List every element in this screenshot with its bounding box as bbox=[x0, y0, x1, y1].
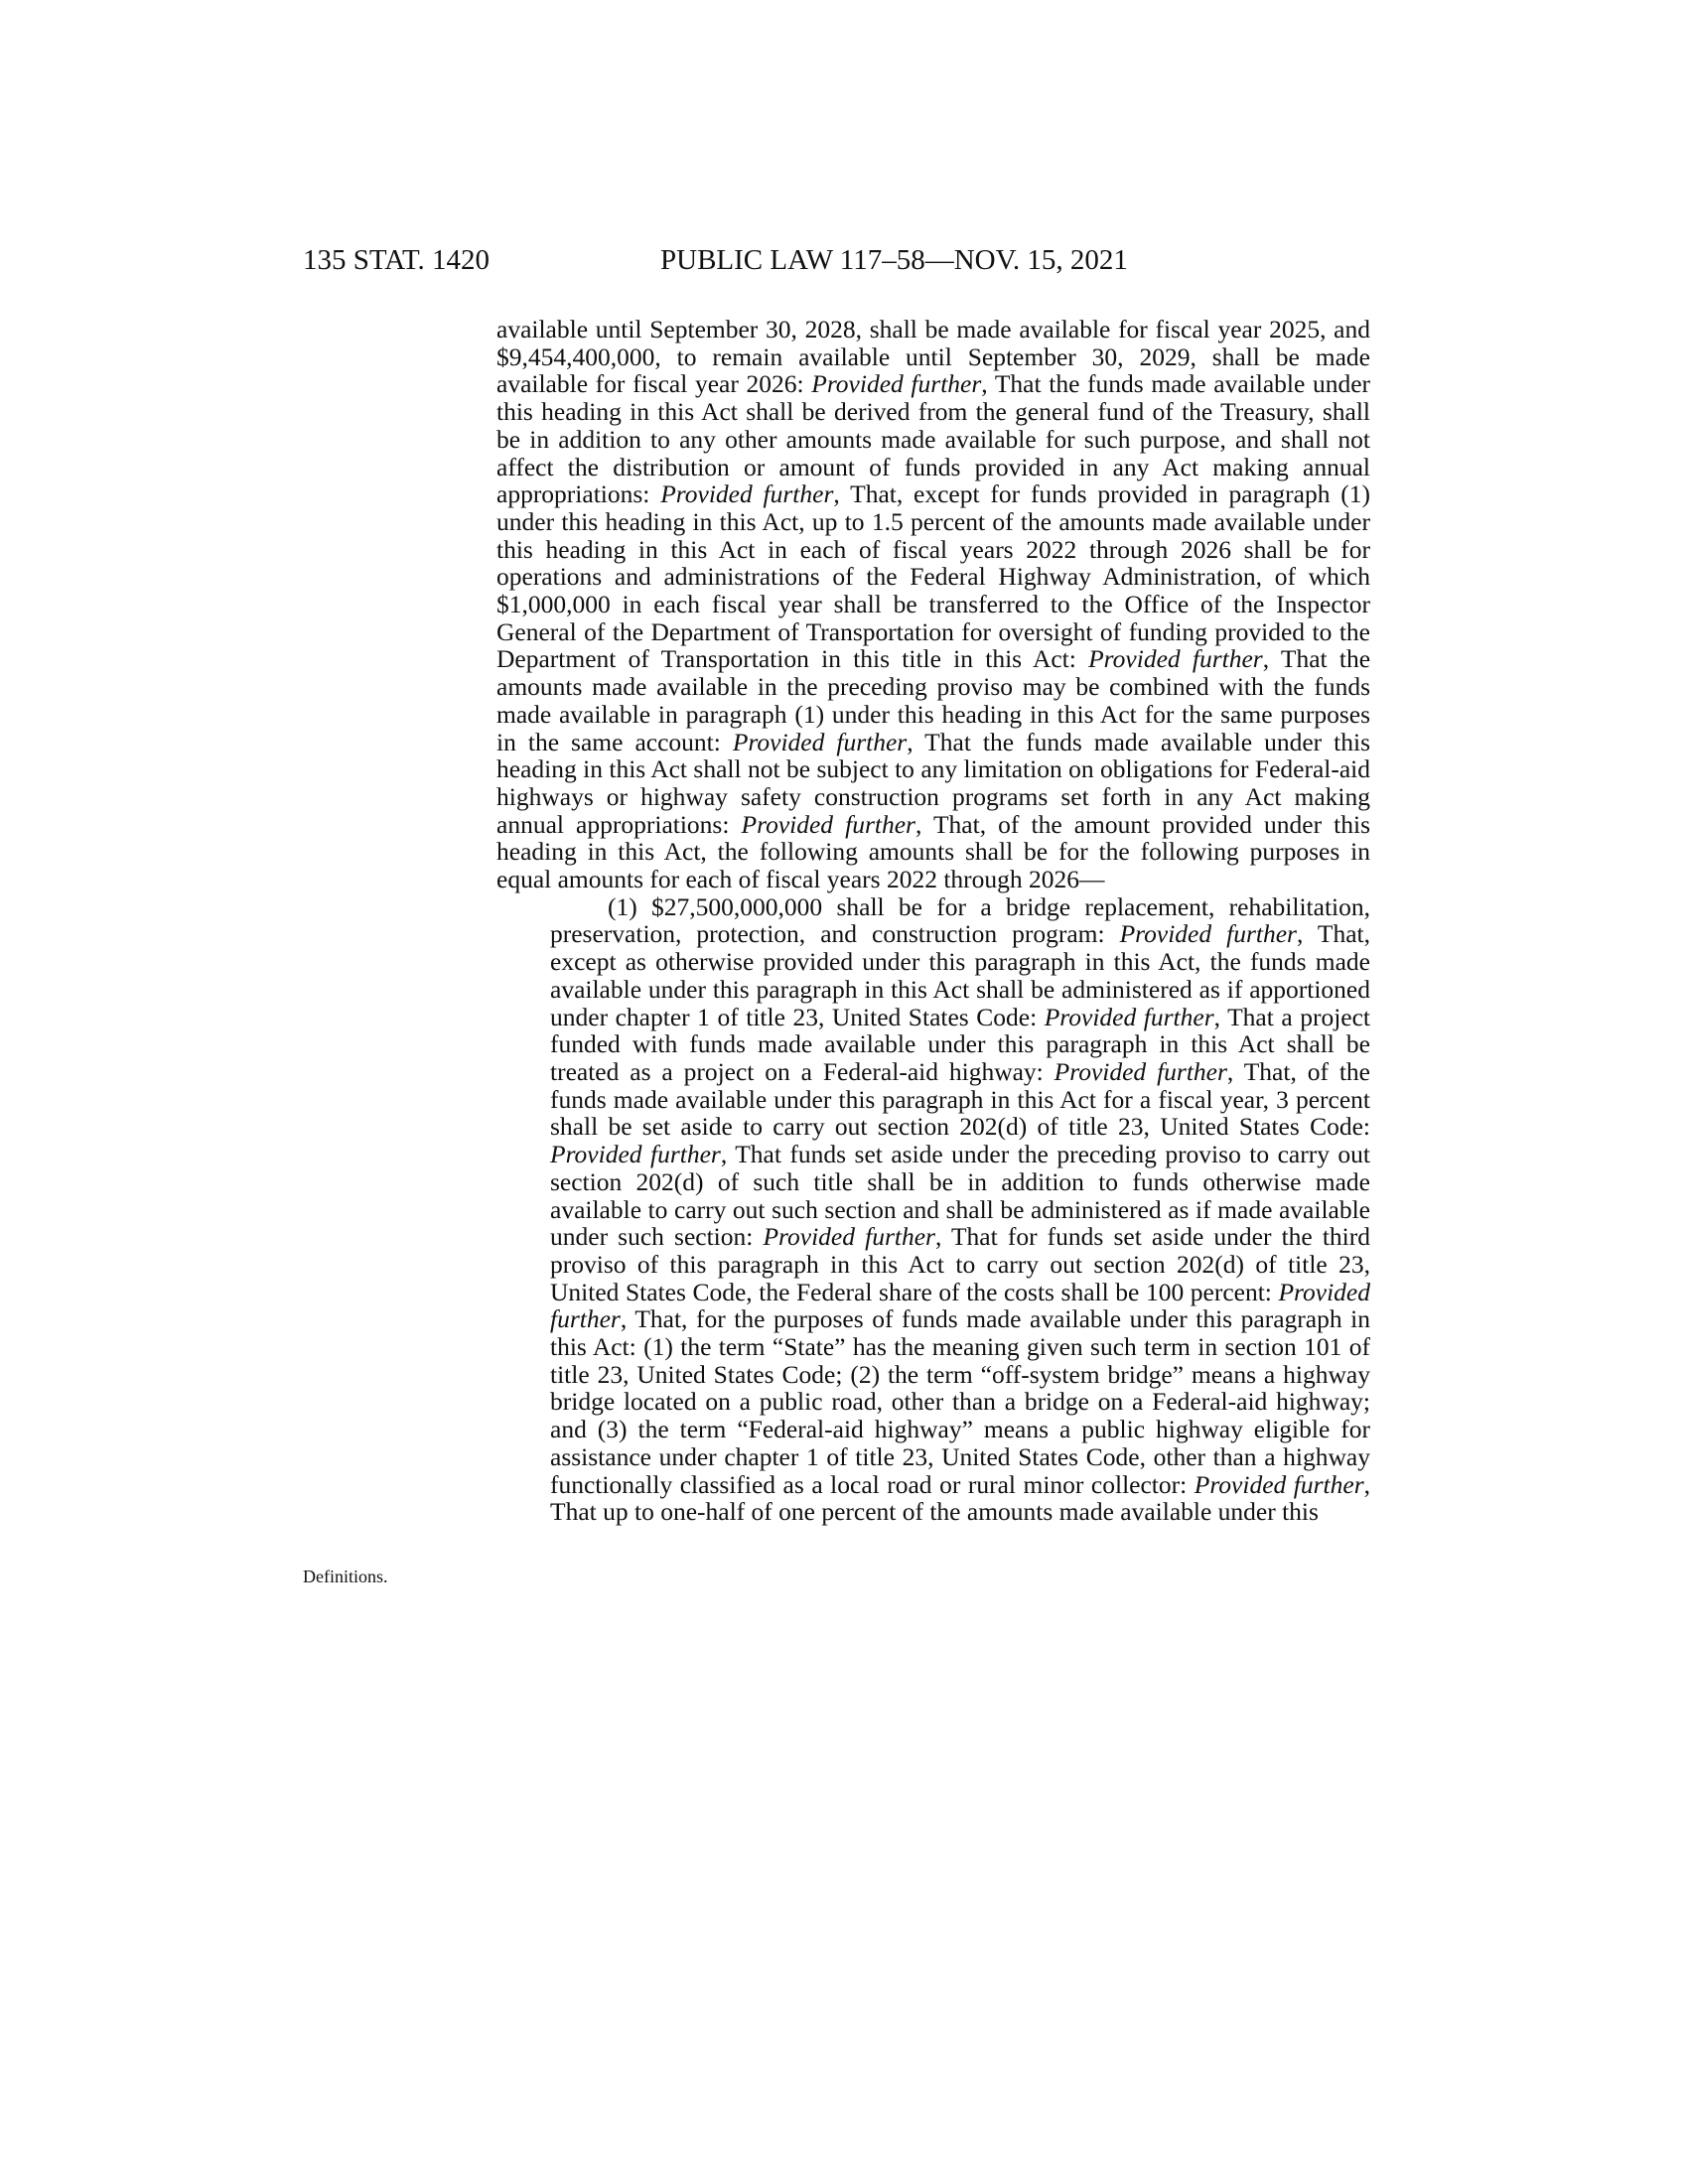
paragraph-continuation bbox=[496, 316, 1370, 893]
text-span: , That, except for funds provided in paragraph (1) under this heading in this Act, up to 1.5 percent of the amounts made available under this heading in this Act in each of fiscal years 2022 through 2026 shall be for operations and administrations of the Federal Highway Administration, of which $1,000,000 in each fiscal year shall be transferred to the Office of the Inspector General of the Department of Transportation for oversight of funding provided to the Department of Transportation in this title in this Act: bbox=[496, 479, 1371, 674]
text-span: , That the funds made available under this heading in this Act shall not be subject to any limitation on obligations for Federal-aid highways or highway safety construction programs set forth in any Act making annual appropriations: bbox=[496, 727, 1370, 839]
text-span: , That the amounts made available in the preceding proviso may be combined with the funds made available in paragraph (1) under this heading in this Act for the same purposes in the same account: bbox=[496, 644, 1371, 756]
text-span: , That funds set aside under the preceding proviso to carry out section 202(d) of such title shall be in addition to funds otherwise made available to carry out such section and shall be administered as if made available under such section: bbox=[550, 1140, 1371, 1252]
text-span: (1) $27,500,000,000 shall be for a bridge replacement, rehabilitation, preservation, protection, and construction program: bbox=[550, 891, 1370, 949]
proviso-italic: Provided further bbox=[1088, 644, 1263, 674]
proviso-italic: Provided further bbox=[1119, 919, 1297, 949]
text-span: available until September 30, 2028, shall be made available for fiscal year 2025, and $9,454,400,000, to remain available until September 30, 2029, shall be made available for fiscal year 2026: bbox=[496, 315, 1370, 399]
text-span: , That up to one-half of one percent of the amounts made available under this bbox=[550, 1469, 1371, 1527]
proviso-italic: Provided further bbox=[741, 809, 915, 839]
paragraph-1-bridge-program bbox=[496, 893, 1370, 1526]
statute-body bbox=[496, 316, 1370, 1526]
proviso-italic: Provided further bbox=[1194, 1469, 1364, 1499]
page-citation: 135 STAT. 1420 bbox=[303, 244, 491, 276]
proviso-italic: Provided further bbox=[660, 479, 834, 509]
proviso-italic: Provided further bbox=[550, 1277, 1370, 1334]
proviso-italic: Provided further bbox=[550, 1140, 721, 1169]
running-head: PUBLIC LAW 117–58—NOV. 15, 2021 bbox=[660, 244, 1128, 276]
proviso-italic: Provided further bbox=[1054, 1056, 1227, 1086]
text-span: , That the funds made available under this heading in this Act shall be derived from the general fund of the Treasury, shall be in addition to any other amounts made available for such purpose, and shall not affect the distribution or amount of funds provided in any Act making annual appropriations: bbox=[496, 369, 1371, 509]
text-span: , That, except as otherwise provided under this paragraph in this Act, the funds made available under this paragraph in this Act shall be administered as if apportioned under chapter 1 of title 23, United States Code: bbox=[550, 919, 1370, 1031]
text-span: , That, for the purposes of funds made available under this paragraph in this Act: (1) the term “State” has the meaning given such term in section 101 of title 23, United States Code; (2) the term “off-system bridge” means a highway bridge located on a public road, other than a bridge on a Federal-aid highway; and (3) the term “Federal-aid highway” means a public highway eligible for assistance under chapter 1 of title 23, United States Code, other than a highway functionally classified as a local road or rural minor collector: bbox=[550, 1304, 1370, 1499]
page-header bbox=[303, 244, 1296, 288]
proviso-italic: Provided further bbox=[1044, 1002, 1214, 1031]
text-span: , That, of the funds made available under this paragraph in this Act for a fiscal year, 3 percent shall be set aside to carry out section 202(d) of title 23, United States Code: bbox=[550, 1056, 1370, 1142]
text-span: , That a project funded with funds made available under this paragraph in this Act shall be treated as a project on a Federal-aid highway: bbox=[550, 1002, 1371, 1086]
text-span: , That, of the amount provided under this heading in this Act, the following amounts shall be for the following purposes in equal amounts for each of fiscal years 2022 through 2026— bbox=[496, 809, 1371, 894]
text-span: , That for funds set aside under the third proviso of this paragraph in this Act to carry out section 202(d) of title 23, United States Code, the Federal share of the costs shall be 100 percent: bbox=[550, 1222, 1371, 1306]
margin-note-definitions: Definitions. bbox=[303, 1567, 388, 1586]
proviso-italic: Provided further bbox=[732, 727, 908, 756]
proviso-italic: Provided further bbox=[811, 369, 982, 399]
proviso-italic: Provided further bbox=[763, 1222, 935, 1252]
